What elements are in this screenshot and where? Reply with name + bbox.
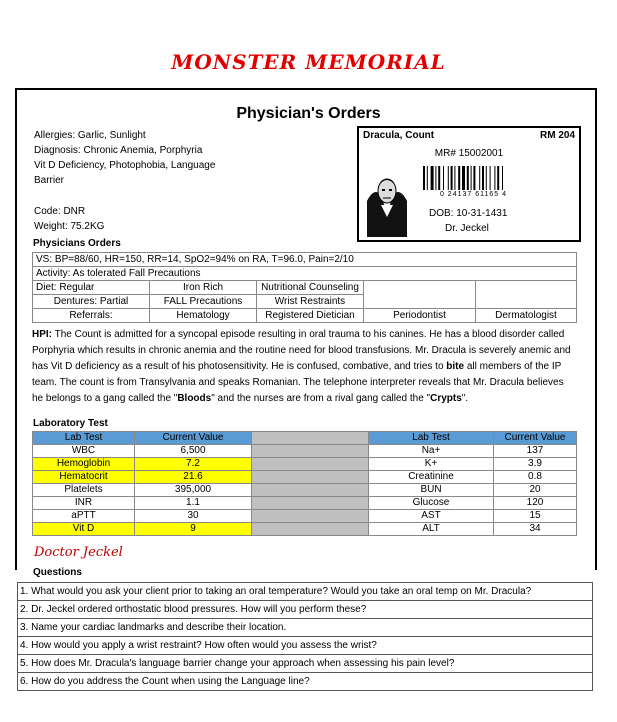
page-title: Physician's Orders [236, 105, 381, 122]
diagnosis-line-3: Barrier [34, 175, 65, 186]
order-cell: Periodontist [364, 309, 476, 323]
hpi-emphasis: bite [446, 361, 465, 372]
lab-header: Laboratory Test [33, 418, 108, 429]
hospital-name: MONSTER MEMORIAL [171, 50, 446, 74]
table-row [33, 281, 577, 295]
table-row [33, 309, 577, 323]
table-row [33, 471, 577, 484]
orders-table [32, 252, 577, 323]
table-row [18, 619, 593, 637]
lab-col-header: Current Value [135, 432, 252, 445]
spacer-cell [252, 445, 369, 458]
table-row [33, 295, 577, 309]
lab-cell: WBC [33, 445, 135, 458]
table-row [33, 458, 577, 471]
table-row [18, 583, 593, 601]
weight: Weight: 75.2KG [34, 221, 105, 232]
table-row [33, 484, 577, 497]
diagnosis: Diagnosis: Chronic Anemia, Porphyria [34, 145, 203, 156]
lab-cell: 20 [494, 484, 577, 497]
lab-cell: INR [33, 497, 135, 510]
order-cell: Wrist Restraints [257, 295, 364, 309]
order-cell [364, 295, 476, 309]
lab-cell: aPTT [33, 510, 135, 523]
table-row [33, 523, 577, 536]
question-item: 5. How does Mr. Dracula's language barrier change your approach when assessing his pain level? [18, 655, 593, 673]
lab-cell: 7.2 [135, 458, 252, 471]
hpi-part: " and the nurses are from a rival gang called the " [211, 393, 431, 404]
hpi-part: ". [461, 393, 469, 404]
table-row [18, 673, 593, 691]
spacer-cell [252, 471, 369, 484]
lab-cell: 0.8 [494, 471, 577, 484]
patient-label [357, 126, 581, 242]
attending-doctor: Dr. Jeckel [445, 223, 489, 234]
order-cell [364, 281, 476, 295]
table-row [18, 601, 593, 619]
lab-cell: 137 [494, 445, 577, 458]
table-row [18, 655, 593, 673]
lab-cell: 120 [494, 497, 577, 510]
barcode-icon [421, 166, 526, 192]
diagnosis-line-2: Vit D Deficiency, Photophobia, Language [34, 160, 216, 171]
table-row [33, 445, 577, 458]
lab-cell: 15 [494, 510, 577, 523]
lab-cell: Vit D [33, 523, 135, 536]
medical-record-number: MR# 15002001 [434, 148, 504, 159]
patient-info [34, 128, 334, 234]
order-cell: Referrals: [33, 309, 150, 323]
lab-cell: ALT [369, 523, 494, 536]
question-item: 6. How do you address the Count when using the Language line? [18, 673, 593, 691]
hpi-label: HPI: [32, 329, 52, 340]
spacer-cell [252, 523, 369, 536]
lab-col-header: Lab Test [369, 432, 494, 445]
order-cell: Registered Dietician [257, 309, 364, 323]
lab-cell: BUN [369, 484, 494, 497]
vital-signs: VS: BP=88/60, HR=150, RR=14, SpO2=94% on RA, T=96.0, Pain=2/10 [33, 253, 577, 267]
lab-cell: 21.6 [135, 471, 252, 484]
question-item: 3. Name your cardiac landmarks and describe their location. [18, 619, 593, 637]
activity: Activity: As tolerated Fall Precautions [33, 267, 577, 281]
hpi-part: all members of the IP team. The count is from Transylvania and speaks Romanian. The telephone interpreter reveals that Mr. Dracula believes he belongs to a gang called the " [32, 361, 564, 404]
questions-header: Questions [33, 567, 82, 578]
order-cell: Dermatologist [476, 309, 577, 323]
lab-cell: 3.9 [494, 458, 577, 471]
lab-cell: 395,000 [135, 484, 252, 497]
lab-cell: Creatinine [369, 471, 494, 484]
hpi-part: The Count is admitted for a syncopal episode resulting in oral trauma to his canines. He has a blood disorder called Porphyria which results in chronic anemia and the routine need for blood transfusions. Mr. Dracula is severely anemic and has Vit D deficiency as a result of his photosensitivity. He is confused, combative, and tries to [32, 329, 571, 372]
room-number: RM 204 [539, 130, 575, 141]
spacer-cell [252, 432, 369, 445]
lab-cell: Hemoglobin [33, 458, 135, 471]
order-cell: Iron Rich [150, 281, 257, 295]
table-row [33, 497, 577, 510]
order-cell: Dentures: Partial [33, 295, 150, 309]
allergies: Allergies: Garlic, Sunlight [34, 130, 146, 141]
table-row [33, 510, 577, 523]
hpi-emphasis: Crypts [430, 393, 462, 404]
spacer-cell [252, 458, 369, 471]
lab-cell: 1.1 [135, 497, 252, 510]
orders-header: Physicians Orders [33, 238, 121, 249]
lab-header-row [33, 432, 577, 445]
table-row [18, 637, 593, 655]
code-status: Code: DNR [34, 206, 86, 217]
order-cell: Diet: Regular [33, 281, 150, 295]
dracula-portrait-icon [365, 171, 409, 237]
lab-cell: 9 [135, 523, 252, 536]
spacer-cell [252, 484, 369, 497]
barcode-number: 0 24137 61165 4 [439, 191, 508, 198]
lab-cell: Platelets [33, 484, 135, 497]
hpi-emphasis: Bloods [177, 393, 212, 404]
question-item: 4. How would you apply a wrist restraint? How often would you assess the wrist? [18, 637, 593, 655]
order-cell: Nutritional Counseling [257, 281, 364, 295]
lab-cell: K+ [369, 458, 494, 471]
lab-cell: 30 [135, 510, 252, 523]
lab-cell: Na+ [369, 445, 494, 458]
lab-cell: 6,500 [135, 445, 252, 458]
question-item: 1. What would you ask your client prior to taking an oral temperature? Would you take an oral temp on Mr. Dracula? [18, 583, 593, 601]
questions-table [17, 582, 593, 691]
order-cell: Hematology [150, 309, 257, 323]
order-cell: FALL Precautions [150, 295, 257, 309]
order-cell [476, 295, 577, 309]
date-of-birth: DOB: 10-31-1431 [429, 208, 508, 219]
spacer-cell [252, 497, 369, 510]
hpi-text [32, 327, 577, 407]
lab-table [32, 431, 577, 536]
lab-cell: AST [369, 510, 494, 523]
patient-name: Dracula, Count [363, 130, 435, 141]
lab-col-header: Current Value [494, 432, 577, 445]
spacer-cell [252, 510, 369, 523]
doctor-signature: Doctor Jeckel [34, 545, 123, 560]
lab-cell: Hematocrit [33, 471, 135, 484]
question-item: 2. Dr. Jeckel ordered orthostatic blood pressures. How will you perform these? [18, 601, 593, 619]
lab-col-header: Lab Test [33, 432, 135, 445]
lab-cell: 34 [494, 523, 577, 536]
order-cell [476, 281, 577, 295]
lab-cell: Glucose [369, 497, 494, 510]
